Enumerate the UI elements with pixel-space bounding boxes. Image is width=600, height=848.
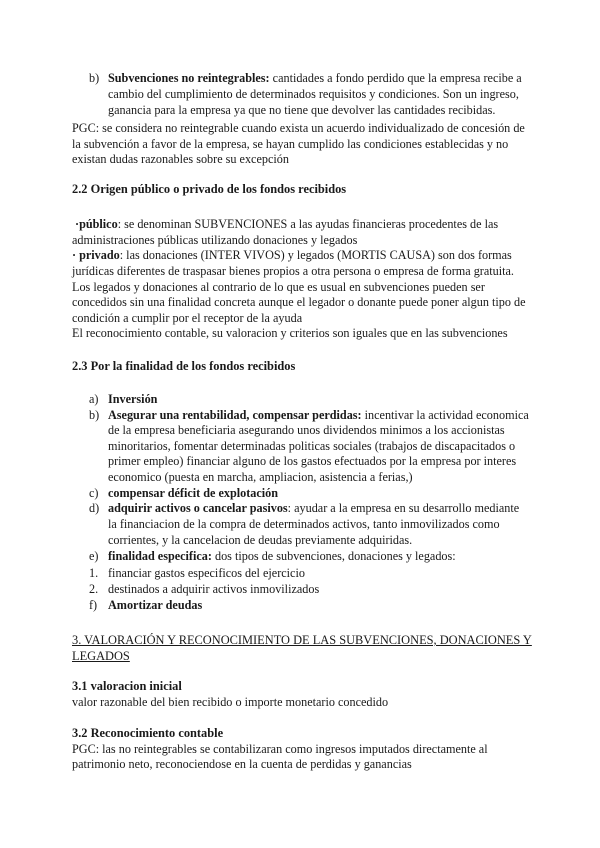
term: Inversión (108, 392, 158, 406)
paragraph-3-2-line2: patrimonio neto, reconociendose en la cuenta de perdidas y ganancias (72, 757, 412, 771)
term: compensar déficit de explotación (108, 486, 279, 500)
text: incentivar la actividad economica (361, 408, 529, 422)
list-marker: c) (89, 486, 99, 500)
pgc-note-line2: la subvención a favor de la empresa, se hayan cumplido las condiciones establecidas y no (72, 137, 509, 151)
list-marker: 1. (89, 566, 99, 580)
heading-3-1: 3.1 valoracion inicial (72, 679, 182, 693)
privado-line1 (72, 248, 512, 264)
list-item-e (108, 549, 456, 565)
list-item-1: financiar gastos especificos del ejercicio (108, 566, 305, 580)
text: : se denominan SUBVENCIONES a las ayudas financieras procedentes de las (117, 217, 499, 231)
privado-line3: Los legados y donaciones al contrario de lo que es usual en subvenciones pueden ser (72, 280, 485, 294)
heading-2-3: 2.3 Por la finalidad de los fondos recibidos (72, 359, 296, 373)
list-item-2: destinados a adquirir activos inmovilizados (108, 582, 320, 596)
privado-line6: El reconocimiento contable, su valoracion y criterios son iguales que en las subvenciones (72, 326, 508, 340)
list-marker: f) (89, 598, 98, 612)
publico-line2: administraciones públicas utilizando donaciones y legados (72, 233, 358, 247)
term: Subvenciones no reintegrables: (108, 71, 270, 85)
term: finalidad especifica: (108, 549, 212, 563)
pgc-note-line1: PGC: se considera no reintegrable cuando exista un acuerdo individualizado de concesión de (72, 121, 525, 135)
list-item-b-line1 (108, 71, 522, 87)
publico-line1 (75, 217, 498, 233)
list-marker: e) (89, 549, 99, 563)
paragraph-3-2-line1: PGC: las no reintegrables se contabilizaran como ingresos imputados directamente al (72, 742, 488, 756)
list-item-b-line2: cambio del cumplimiento de determinados requisitos y condiciones. Son un ingreso, (108, 87, 519, 101)
list-item-b-line3: ganancia para la empresa ya que no tiene que devolver las cantidades recibidas. (108, 103, 496, 117)
text: : las donaciones (INTER VIVOS) y legados (MORTIS CAUSA) son dos formas (119, 248, 512, 262)
privado-line2: jurídicas diferentes de traspasar bienes propios a otra persona o empresa de forma gratuita. (72, 264, 514, 278)
privado-line5: condición a cumplir por el receptor de la ayuda (72, 311, 303, 325)
list-item-d-cont2: corrientes, y la cancelacion de deudas previamente adquiridas. (108, 533, 413, 547)
text: dos tipos de subvenciones, donaciones y legados: (211, 549, 456, 563)
list-item-f (108, 598, 202, 614)
heading-2-2: 2.2 Origen público o privado de los fondos recibidos (72, 182, 347, 196)
list-marker: b) (89, 408, 100, 422)
list-marker: d) (89, 501, 100, 515)
term: ·público (75, 217, 118, 231)
list-marker: a) (89, 392, 99, 406)
list-marker: 2. (89, 582, 99, 596)
paragraph-3-1: valor razonable del bien recibido o importe monetario concedido (72, 695, 389, 709)
list-item-d (108, 501, 519, 517)
heading-3-2: 3.2 Reconocimiento contable (72, 726, 224, 740)
list-item-b-cont4: economico (puesta en marcha, ampliacion, asistencia a ferias,) (108, 470, 413, 484)
text: cantidades a fondo perdido que la empresa recibe a (269, 71, 522, 85)
list-item-b-cont3: primer empleo) financiar alguno de los gastos efectuados por la empresa por interes (108, 454, 517, 468)
term: · privado (72, 248, 120, 262)
list-item-c (108, 486, 278, 502)
privado-line4: concedidos sin una finalidad concreta aunque el legador o donante puede poner algun tipo de (72, 295, 526, 309)
term: adquirir activos o cancelar pasivos (108, 501, 288, 515)
list-item-d-cont1: la financiacion de la compra de determinados activos, tanto inmovilizados como (108, 517, 500, 531)
section-3-heading-line2: LEGADOS (72, 649, 130, 663)
term: Asegurar una rentabilidad, compensar perdidas: (108, 408, 362, 422)
list-item-a (108, 392, 157, 408)
term: Amortizar deudas (108, 598, 203, 612)
list-marker: b) (89, 71, 100, 85)
pgc-note-line3: existan dudas razonables sobre su excepción (72, 152, 289, 166)
list-item-b-cont1: de la empresa beneficiaria asegurando unos dividendos minimos a los accionistas (108, 423, 505, 437)
text: : ayudar a la empresa en su desarrollo mediante (287, 501, 520, 515)
section-3-heading-line1: 3. VALORACIÓN Y RECONOCIMIENTO DE LAS SUBVENCIONES, DONACIONES Y (72, 633, 532, 647)
list-item-b-cont2: minoritarios, fomentar determinadas politicas sociales (trabajos de discapacitados o (108, 439, 516, 453)
list-item-b (108, 408, 529, 424)
